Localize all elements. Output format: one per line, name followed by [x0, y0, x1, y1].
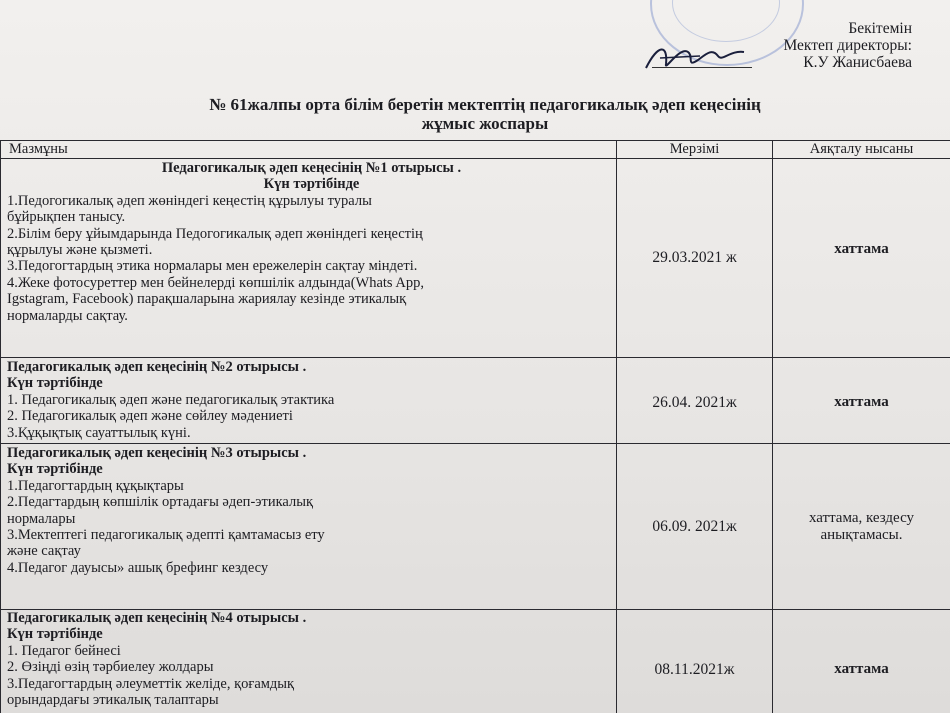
agenda-item: 3.Құқықтық сауаттылық күні.	[7, 424, 191, 441]
document-title	[40, 95, 930, 133]
table-row	[1, 610, 950, 713]
agenda-item: құрылуы және қызметі.	[7, 242, 153, 259]
agenda-item: 1.Педогогикалық әдеп жөніндегі кеңестің құрылуы туралы	[7, 192, 372, 209]
meeting-content	[1, 610, 617, 713]
agenda-item: орындардағы этикалық талаптары	[7, 692, 219, 709]
agenda-item: Igstagram, Facebook) парақшаларына жариялау кезінде этикалық	[7, 291, 407, 308]
agenda-heading: Күн тәртібінде	[7, 461, 103, 478]
completion-form-line-1: хаттама, кездесу	[808, 509, 915, 526]
meeting-heading: Педагогикалық әдеп кеңесінің №2 отырысы .	[7, 359, 307, 375]
approval-heading: Бекітемін	[848, 20, 912, 37]
meeting-heading: Педагогикалық әдеп кеңесінің №4 отырысы .	[7, 610, 307, 627]
completion-form	[773, 444, 950, 610]
agenda-item: нормалары	[7, 510, 76, 527]
agenda-item: 1. Педагогикалық әдеп және педагогикалық этактика	[7, 391, 335, 408]
meeting-date: 06.09. 2021ж	[617, 444, 773, 610]
header-content: Мазмұны	[1, 141, 617, 159]
title-line-2: жұмыс жоспары	[421, 114, 549, 133]
agenda-item: 1.Педагогтардың құқықтары	[7, 477, 184, 494]
agenda-item: 2.Педагтардың көпшілік ортадағы әдеп-этикалық	[7, 494, 314, 511]
director-signature	[640, 38, 760, 78]
table-row	[1, 159, 950, 358]
completion-form: хаттама	[773, 358, 950, 444]
title-line-1: № 61жалпы орта білім беретін мектептің педагогикалық әдеп кеңесінің	[209, 95, 761, 114]
completion-form-line-2: анықтамасы.	[820, 526, 903, 543]
agenda-heading: Күн тәртібінде	[7, 626, 103, 643]
work-plan-table	[0, 140, 950, 713]
meeting-content	[1, 159, 617, 358]
header-deadline: Мерзімі	[617, 141, 773, 159]
agenda-item: 4.Педагог дауысы» ашық брефинг кездесу	[7, 559, 269, 576]
agenda-item: 3.Педогогтардың этика нормалары мен ережелерін сақтау міндеті.	[7, 258, 418, 275]
agenda-item: бұйрықпен танысу.	[7, 209, 126, 226]
header-completion-form: Аяқталу нысаны	[773, 141, 950, 159]
agenda-item: 2. Педагогикалық әдеп және сөйлеу мәдениеті	[7, 408, 293, 425]
meeting-heading: Педагогикалық әдеп кеңесінің №1 отырысы .	[161, 160, 462, 176]
agenda-heading: Күн тәртібінде	[7, 375, 103, 392]
table-row	[1, 444, 950, 610]
approval-position: Мектеп директоры:	[783, 37, 912, 54]
agenda-heading: Күн тәртібінде	[263, 176, 360, 193]
completion-form: хаттама	[773, 610, 950, 713]
meeting-content	[1, 358, 617, 444]
meeting-date: 26.04. 2021ж	[617, 358, 773, 444]
agenda-item: нормаларды сақтау.	[7, 307, 128, 324]
meeting-date: 29.03.2021 ж	[617, 159, 773, 358]
completion-form: хаттама	[773, 159, 950, 358]
meeting-heading: Педагогикалық әдеп кеңесінің №3 отырысы .	[7, 445, 307, 462]
agenda-item: 2. Өзіңді өзің тәрбиелеу жолдары	[7, 659, 214, 676]
meeting-content	[1, 444, 617, 610]
agenda-item: 3.Педагогтардың әлеуметтік желіде, қоғамдық	[7, 675, 295, 692]
agenda-item: 3.Мектептегі педагогикалық әдепті қамтамасыз ету	[7, 527, 325, 544]
agenda-item: 1. Педагог бейнесі	[7, 642, 121, 659]
signature-line	[652, 67, 752, 68]
approval-block	[783, 20, 912, 71]
meeting-date: 08.11.2021ж	[617, 610, 773, 713]
agenda-item: және сақтау	[7, 543, 81, 560]
agenda-item: 4.Жеке фотосуреттер мен бейнелерді көпшілік алдында(Whats App,	[7, 274, 424, 291]
agenda-item: 2.Білім беру ұйымдарында Педогогикалық әдеп жөніндегі кеңестің	[7, 225, 423, 242]
table-header-row	[1, 141, 950, 159]
approval-name: К.У Жанисбаева	[803, 54, 912, 71]
table-row	[1, 358, 950, 444]
